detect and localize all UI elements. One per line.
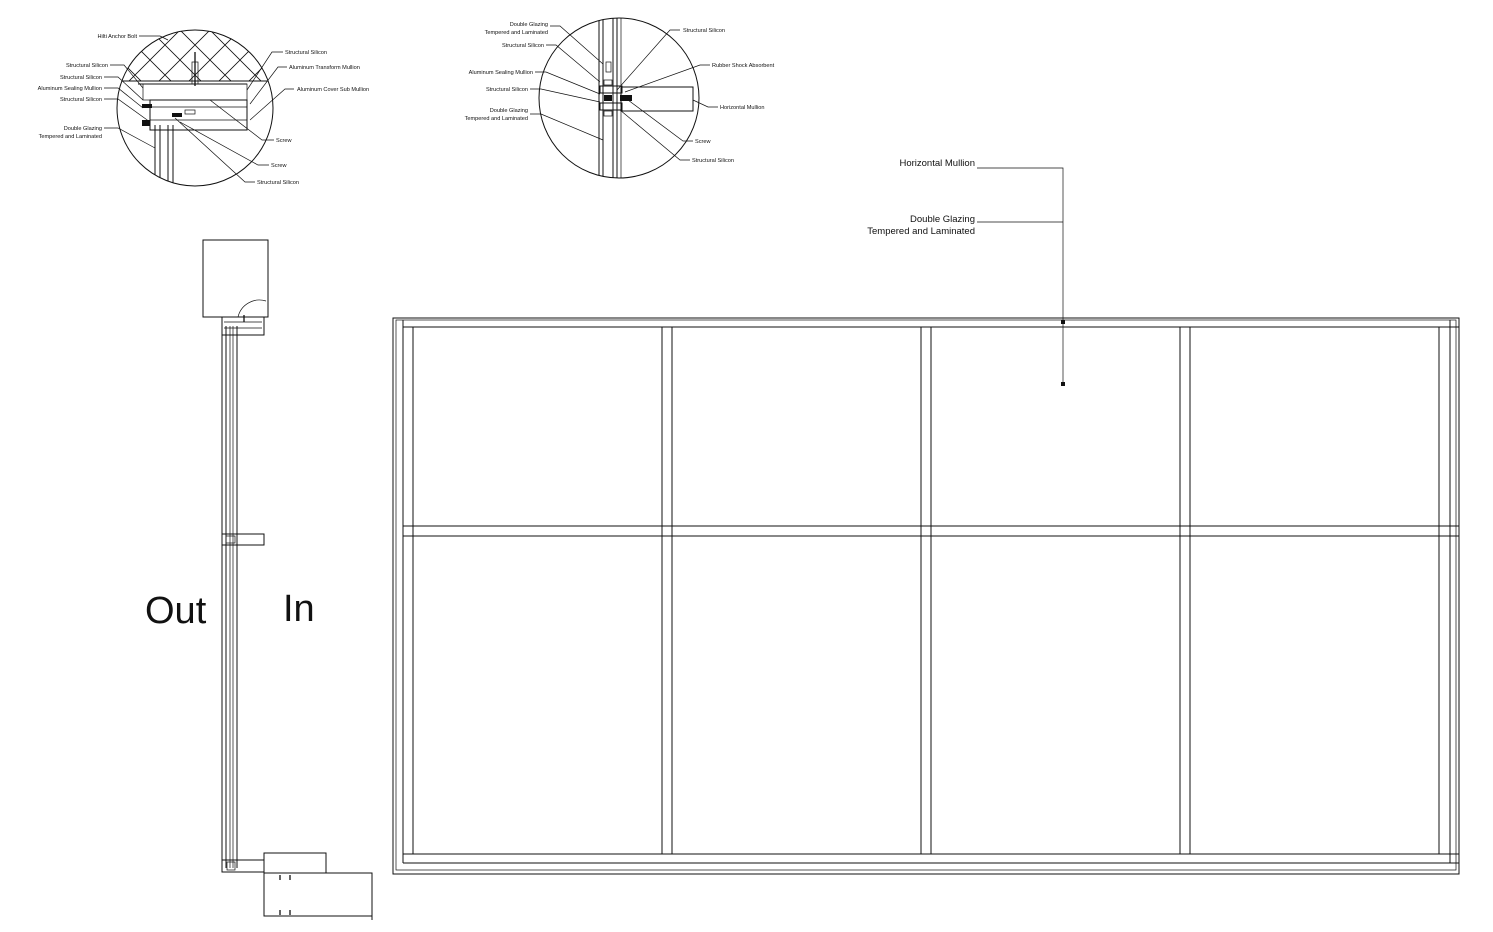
detail-b-label-sealing-mullion: Aluminum Sealing Mullion — [468, 70, 533, 76]
detail-a-label-transform-mullion: Aluminum Transform Mullion — [289, 65, 360, 71]
detail-b-label-tempered-1: Tempered and Laminated — [484, 30, 548, 36]
detail-a-label-silicon-5: Structural Silicon — [257, 180, 299, 186]
detail-b-label-horizontal-mullion: Horizontal Mullion — [720, 105, 765, 111]
elevation-label-tempered: Tempered and Laminated — [867, 226, 975, 237]
detail-a-label-silicon-2: Structural Silicon — [60, 75, 102, 81]
curtain-wall-elevation — [393, 158, 1459, 874]
detail-b-label-silicon-1: Structural Silicon — [502, 43, 544, 49]
vertical-section — [145, 240, 372, 920]
detail-b-label-silicon-3: Structural Silicon — [683, 28, 725, 34]
detail-b-label-double-glazing-2: Double Glazing — [489, 108, 528, 114]
detail-b-label-silicon-2: Structural Silicon — [486, 87, 528, 93]
elevation-label-double-glazing: Double Glazing — [910, 214, 975, 225]
detail-a-label-tempered: Tempered and Laminated — [38, 134, 102, 140]
detail-a-label-double-glazing: Double Glazing — [63, 126, 102, 132]
detail-b-label-rubber-shock: Rubber Shock Absorbent — [712, 63, 775, 69]
detail-a-label-screw-1: Screw — [276, 138, 292, 144]
detail-b-label-tempered-2: Tempered and Laminated — [464, 116, 528, 122]
label-out: Out — [145, 590, 207, 632]
detail-a-label-screw-2: Screw — [271, 163, 287, 169]
elevation-label-horizontal-mullion: Horizontal Mullion — [899, 158, 975, 169]
label-in: In — [283, 588, 315, 630]
detail-a-circle — [38, 28, 370, 190]
detail-b-label-silicon-4: Structural Silicon — [692, 158, 734, 164]
detail-a-label-silicon-1: Structural Silicon — [66, 63, 108, 69]
detail-b-label-screw: Screw — [695, 139, 711, 145]
detail-a-label-sealing-mullion: Aluminum Sealing Mullion — [37, 86, 102, 92]
detail-a-label-silicon-4: Structural Silicon — [285, 50, 327, 56]
detail-a-label-anchor-bolt: Hilti Anchor Bolt — [97, 34, 137, 40]
detail-a-label-cover-sub-mullion: Aluminum Cover Sub Mullion — [297, 87, 370, 93]
detail-b-circle — [465, 15, 775, 185]
detail-b-label-double-glazing-1: Double Glazing — [509, 22, 548, 28]
detail-a-label-silicon-3: Structural Silicon — [60, 97, 102, 103]
